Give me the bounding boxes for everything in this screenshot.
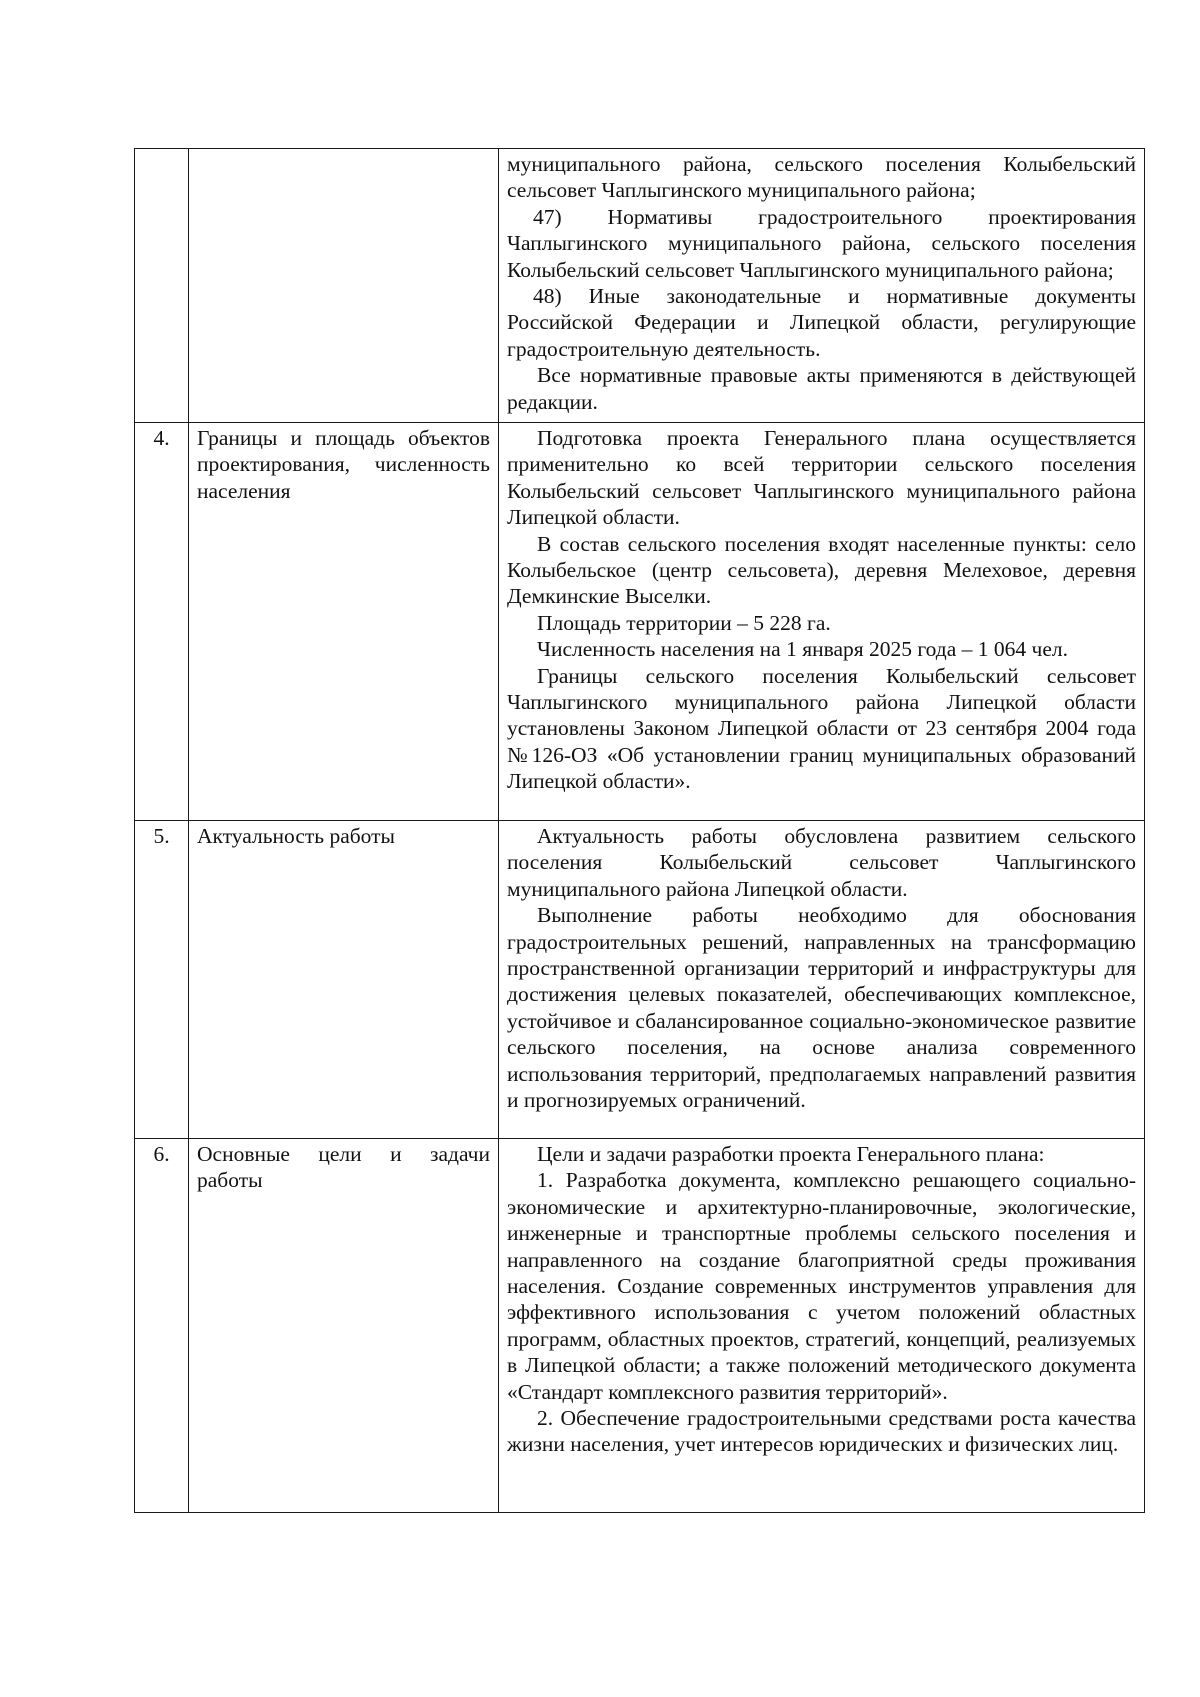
paragraph: 48) Иные законодательные и нормативные документы Российской Федерации и Липецкой области, регулирующие градостроительную деятельность. xyxy=(507,284,1136,361)
row-number xyxy=(135,149,189,423)
paragraph: Численность населения на 1 января 2025 года – 1 064 чел. xyxy=(537,637,1069,662)
row-content xyxy=(499,423,1145,821)
row-content xyxy=(499,1139,1145,1513)
row-content xyxy=(499,821,1145,1139)
paragraph: 1. Разработка документа, комплексно решающего социально-экономические и архитектурно-планировочные, экологические, инженерные и транспортные проблемы сельского поселения и направленного на создание благоприятной среды проживания населения. Создание современных инструментов управления для эффективного использования с учетом положений областных программ, областных проектов, стратегий, концепций, реализуемых в Липецкой области; а также положений методического документа «Стандарт комплексного развития территорий». xyxy=(507,1168,1136,1404)
paragraph: Площадь территории – 5 228 га. xyxy=(537,610,831,635)
paragraph: муниципального района, сельского поселения Колыбельский сельсовет Чаплыгинского муниципального района; xyxy=(507,152,1136,203)
paragraph: 47) Нормативы градостроительного проектирования Чаплыгинского муниципального района, сельского поселения Колыбельский сельсовет Чаплыгинского муниципального района; xyxy=(507,204,1136,282)
paragraph: Все нормативные правовые акты применяются в действующей редакции. xyxy=(507,363,1136,414)
paragraph: Актуальность работы обусловлена развитием сельского поселения Колыбельский сельсовет Чаплыгинского муниципального района Липецкой области. xyxy=(507,824,1136,901)
paragraph: Подготовка проекта Генерального плана осуществляется применительно ко всей территории сельского поселения Колыбельский сельсовет Чаплыгинского муниципального района Липецкой области. xyxy=(507,426,1136,530)
paragraph: В состав сельского поселения входят населенные пункты: село Колыбельское (центр сельсовета), деревня Мелеховое, деревня Демкинские Выселки. xyxy=(507,531,1136,609)
row-label: Границы и площадь объектов проектирования, численность населения xyxy=(189,423,499,821)
row-number: 4. xyxy=(135,423,189,821)
paragraph: 2. Обеспечение градостроительными средствами роста качества жизни населения, учет интересов юридических и физических лиц. xyxy=(507,1406,1136,1457)
row-label xyxy=(189,149,499,423)
table-row xyxy=(135,423,1145,821)
row-label: Основные цели и задачи работы xyxy=(189,1139,499,1513)
paragraph: Выполнение работы необходимо для обоснования градостроительных решений, направленных на трансформацию пространственной организации территорий и инфраструктуры для достижения целевых показателей, обеспечивающих комплексное, устойчивое и сбалансированное социально-экономическое развитие сельского поселения, на основе анализа современного использования территорий, предполагаемых направлений развития и прогнозируемых ограничений. xyxy=(507,903,1136,1113)
paragraph: Границы сельского поселения Колыбельский сельсовет Чаплыгинского муниципального района Липецкой области установлены Законом Липецкой области от 23 сентября 2004 года №126-ОЗ «Об установлении границ муниципальных образований Липецкой области». xyxy=(507,663,1136,794)
row-label: Актуальность работы xyxy=(189,821,499,1139)
specification-table xyxy=(134,148,1145,1513)
table-row xyxy=(135,149,1145,423)
paragraph: Цели и задачи разработки проекта Генерального плана: xyxy=(537,1142,1045,1166)
table-row xyxy=(135,1139,1145,1513)
row-number: 6. xyxy=(135,1139,189,1513)
row-content xyxy=(499,149,1145,423)
table-row xyxy=(135,821,1145,1139)
row-number: 5. xyxy=(135,821,189,1139)
